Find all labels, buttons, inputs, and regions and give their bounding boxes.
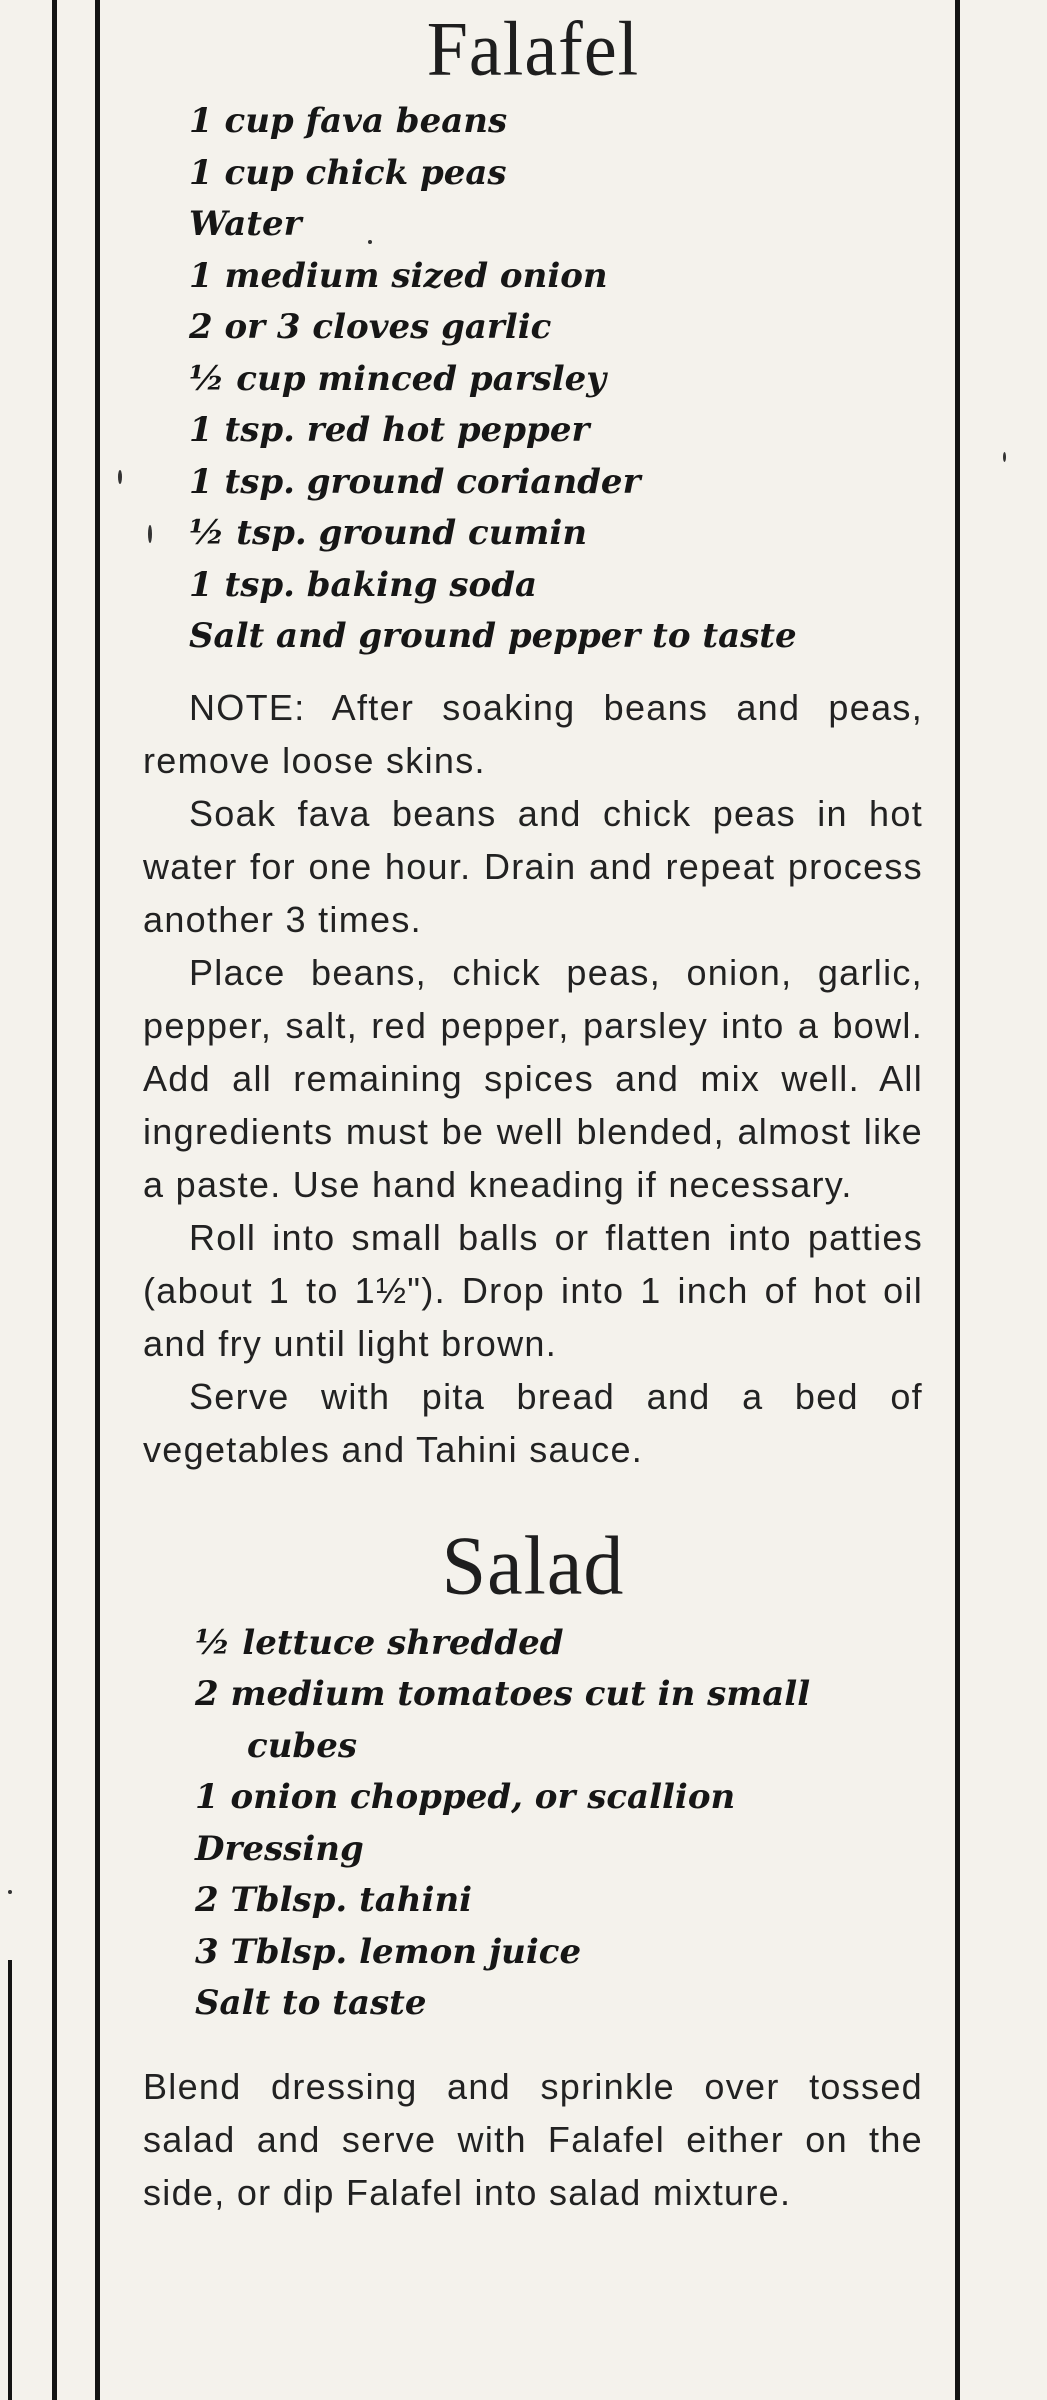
note-paragraph: NOTE: After soaking beans and peas, remove loose skins. xyxy=(143,686,923,781)
ingredient-item: Salt and ground pepper to taste xyxy=(189,616,797,656)
ingredient-item-continuation: cubes xyxy=(247,1725,357,1766)
falafel-title: Falafel xyxy=(426,6,640,93)
ingredient-item: ½ cup minced parsley xyxy=(189,358,607,399)
print-speck xyxy=(118,470,122,484)
ingredient-item: 2 medium tomatoes cut in small xyxy=(195,1674,811,1714)
instruction-paragraph: Place beans, chick peas, onion, garlic, pepper, salt, red pepper, parsley into a bowl. Add all remaining spices and mix well. All ingredients must be well blended, almost like a paste. Use hand kneading if necessary. xyxy=(143,951,923,1205)
instruction-paragraph: Soak fava beans and chick peas in hot water for one hour. Drain and repeat process another 3 times. xyxy=(143,792,923,940)
dressing-subheading: Dressing xyxy=(195,1828,364,1869)
instruction-paragraph: Blend dressing and sprinkle over tossed salad and serve with Falafel either on the side, or dip Falafel into salad mixture. xyxy=(143,2065,923,2213)
ingredient-item: 1 tsp. ground coriander xyxy=(189,461,641,502)
ingredient-item: ½ tsp. ground cumin xyxy=(189,513,588,553)
falafel-ingredient-list xyxy=(189,96,923,663)
recipe-column xyxy=(143,0,923,2219)
ingredient-item: 1 cup chick peas xyxy=(189,152,507,193)
ingredient-item: 1 tsp. red hot pepper xyxy=(189,410,590,450)
ingredient-item: 1 tsp. baking soda xyxy=(189,564,538,605)
ingredient-item: 2 or 3 cloves garlic xyxy=(189,307,552,347)
left-outer-column-rule xyxy=(52,0,57,2400)
salad-title: Salad xyxy=(441,1519,625,1612)
instruction-paragraph: Serve with pita bread and a bed of vegetables and Tahini sauce. xyxy=(143,1375,923,1470)
print-speck xyxy=(8,1890,12,1894)
ingredient-item: 1 cup fava beans xyxy=(189,101,508,141)
falafel-instructions xyxy=(143,681,923,1476)
left-edge-rule-fragment xyxy=(8,1960,12,2400)
left-inner-column-rule xyxy=(95,0,100,2400)
right-column-rule xyxy=(955,0,960,2400)
ingredient-item: Water xyxy=(189,204,302,244)
ingredient-item: 3 Tblsp. lemon juice xyxy=(195,1931,582,1972)
ingredient-item: ½ lettuce shredded xyxy=(195,1622,564,1663)
ingredient-item: 1 medium sized onion xyxy=(189,255,608,296)
print-speck xyxy=(1003,452,1006,462)
instruction-paragraph: Roll into small balls or flatten into patties (about 1 to 1½"). Drop into 1 inch of hot oil and fry until light brown. xyxy=(143,1216,923,1364)
salad-instructions xyxy=(143,2060,923,2219)
salad-recipe xyxy=(143,1518,923,2219)
ingredient-item: 2 Tblsp. tahini xyxy=(195,1880,473,1920)
salad-ingredient-list xyxy=(195,1618,923,2030)
ingredient-item: 1 onion chopped, or scallion xyxy=(195,1777,736,1817)
falafel-recipe xyxy=(143,0,923,1476)
ingredient-item: Salt to taste xyxy=(195,1983,427,2023)
